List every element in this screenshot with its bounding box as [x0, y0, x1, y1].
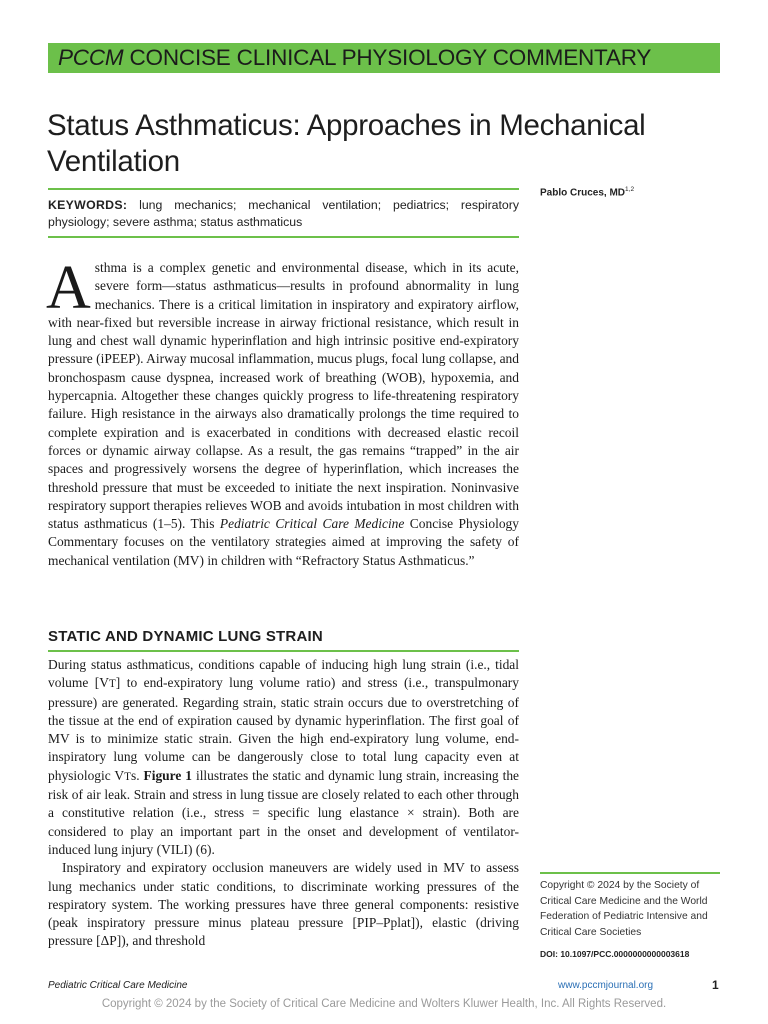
section-p1-text-d: illustrates the static and dynamic lung strain, increasing the risk of air leak. Strain and stress in lung tissue are closely related to each other through a constitutive relation (i.e., stress = specific lung elastance × strain). Both are considered to play an important part in the onset and development of ventilator-induced lung injury (VILI) (6). — [48, 767, 520, 857]
doi-line — [540, 949, 689, 959]
keywords-block — [48, 197, 519, 230]
intro-paragraph — [46, 254, 519, 570]
section-body — [48, 656, 519, 951]
keywords-bottom-rule — [48, 236, 519, 238]
author-affiliation-marks: 1,2 — [625, 186, 635, 193]
section-heading-rule — [48, 650, 519, 652]
page-number: 1 — [712, 978, 719, 992]
copyright-notice: Copyright © 2024 by the Society of Critical Care Medicine and the World Federation of Pediatric Intensive and Critical Care Societies — [540, 880, 708, 938]
banner-series-title: CONCISE CLINICAL PHYSIOLOGY COMMENTARY — [123, 45, 652, 70]
banner-journal-abbrev: PCCM — [58, 45, 124, 70]
section-heading: STATIC AND DYNAMIC LUNG STRAIN — [48, 628, 323, 645]
keywords-list: lung mechanics; mechanical ventilation; pediatrics; respiratory physiology; severe asthma; status asthmaticus — [48, 198, 519, 229]
section-p1-vts-subscript: T — [124, 770, 131, 783]
copyright-box-rule — [540, 872, 720, 874]
section-paragraph-2: Inspiratory and expiratory occlusion maneuvers are widely used in MV to assess lung mechanics under static conditions, to discriminate working pressures of the respiratory system. The working pressures have three general components: resistive (peak inspiratory pressure minus plateau pressure [PIP–Pplat]), elastic (driving pressure [ΔP]), and threshold — [48, 860, 519, 949]
keywords-top-rule — [48, 188, 519, 190]
author-byline — [540, 186, 634, 198]
doi-label: DOI: — [540, 949, 561, 959]
section-p1-text-b: ] to end-expiratory lung volume ratio) and stress (i.e., transpulmonary pressure) are generated. Regarding strain, static strain occurs due to overstretching of the tissue at the end of expiration caused by dynamic hyperinflation. The first goal of MV is to minimize static strain. Given the high end-expiratory lung volume, end-inspiratory lung volume can be dangerously close to total lung capacity even at physiologic V — [48, 675, 519, 783]
footer-copyright: Copyright © 2024 by the Society of Critical Care Medicine and Wolters Kluwer Health, Inc. All Rights Reserved. — [101, 998, 667, 1010]
doi-value[interactable]: 10.1097/PCC.0000000000003618 — [560, 949, 690, 959]
figure-1-reference[interactable]: Figure 1 — [143, 767, 193, 783]
section-p1-text-c: s. — [130, 767, 144, 783]
drop-cap: A — [46, 254, 91, 322]
intro-text-b: Concise Physiology Commentary focuses on the ventilatory strategies aimed at improving the safety of mechanical ventilation (MV) in children with “Refractory Status Asthmaticus.” — [48, 516, 519, 568]
author-name: Pablo Cruces, MD — [540, 187, 626, 199]
section-p1-text-a: During status asthmaticus, conditions capable of inducing high lung strain (i.e., tidal volume [V — [48, 657, 519, 691]
section-p1-vt-subscript: T — [108, 678, 116, 691]
intro-journal-name: Pediatric Critical Care Medicine — [219, 516, 405, 532]
intro-text-a: sthma is a complex genetic and environmental disease, which in its acute, severe form—status asthmaticus—results in profound abnormality in lung mechanics. There is a critical limitation in inspiratory and expiratory airflow, with near-fixed but reversible increase in airway frictional resistance, which result in lung and chest wall dynamic hyperinflation and high intrinsic positive end-expiratory pressure (iPEEP). Airway mucosal inflammation, mucus plugs, focal lung collapse, and bronchospasm cause dyspnea, increased work of breathing (WOB), hypoxemia, and hypercapnia. Altogether these changes quickly progress to life-threatening respiratory failure. High resistance in the airways also dramatically prolongs the time required to complete expiration and is exacerbated in conditions with decreased elastic recoil forces or dynamic airway collapse. As a result, the gas remains “trapped” in the air spaces and progressively worsens the degree of hyperinflation, which increases the threshold pressure that must be exceeded to initiate the next inspiration. Noninvasive respiratory support therapies relieves WOB and avoids intubation in most children with status asthmaticus (1–5). This — [48, 260, 519, 532]
series-banner — [48, 43, 720, 73]
footer-journal-link[interactable]: www.pccmjournal.org — [558, 980, 654, 991]
footer-journal-name: Pediatric Critical Care Medicine — [48, 980, 188, 991]
article-title: Status Asthmaticus: Approaches in Mechanical Ventilation — [47, 109, 646, 178]
section-paragraph-1 — [48, 656, 519, 859]
keywords-label: KEYWORDS: — [48, 198, 128, 212]
